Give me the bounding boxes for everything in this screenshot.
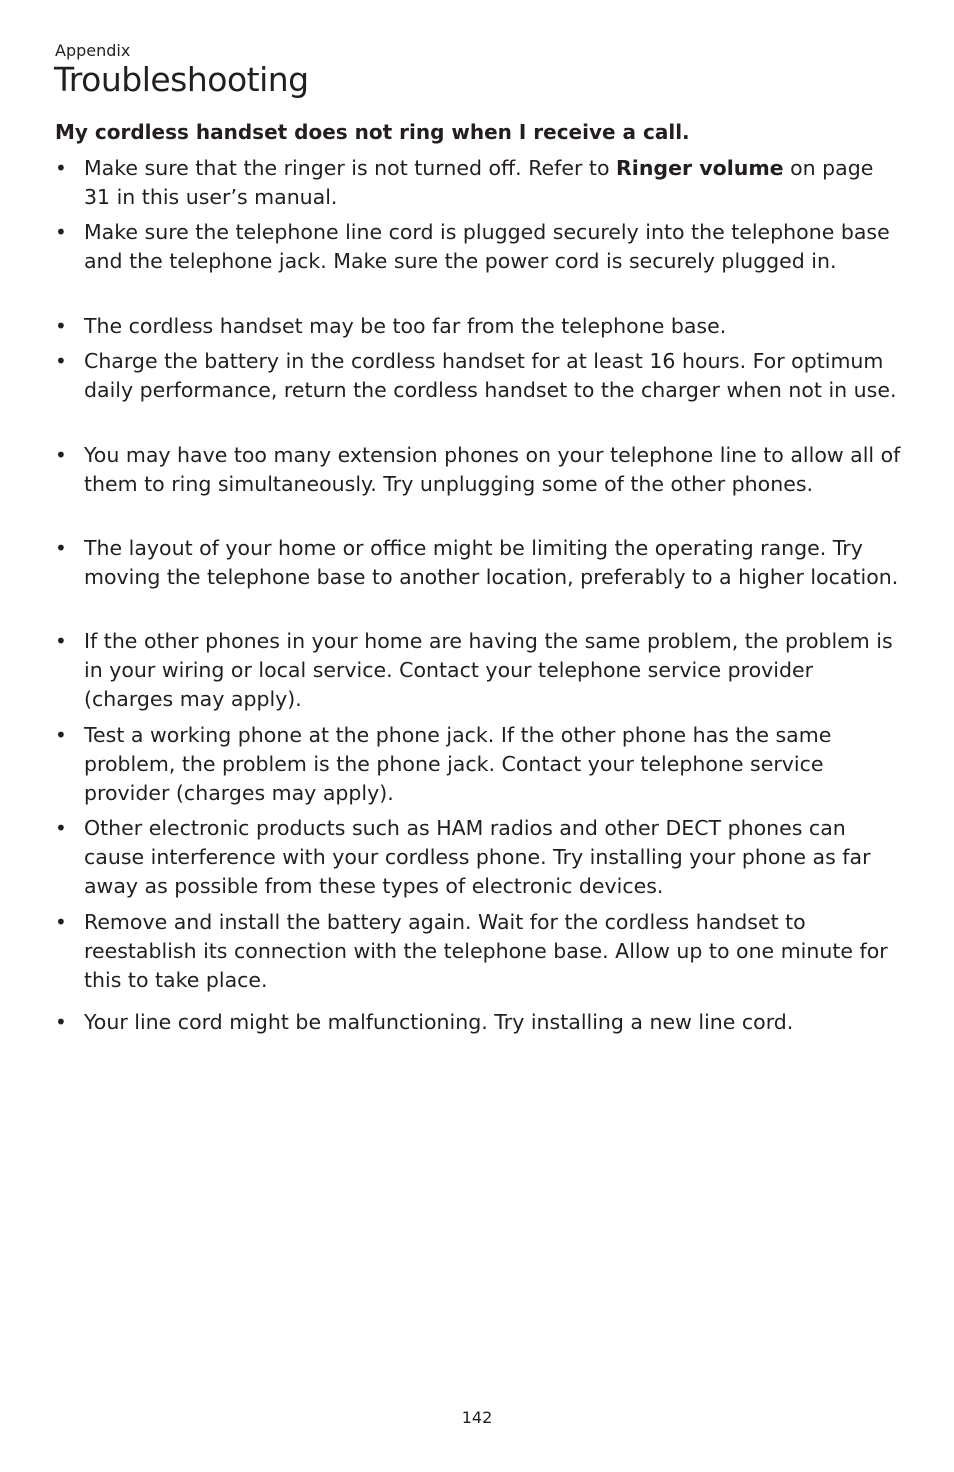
bullet-icon: • [55,536,67,560]
list-item-text [84,154,905,212]
page-title: Troubleshooting [54,60,309,99]
list-item-text-start: Make sure that the ringer is not turned off. Refer to [84,156,617,180]
list-item-text: You may have too many extension phones on your telephone line to allow all of them to ring simultaneously. Try unplugging some of the other phones. [84,443,901,496]
bullet-icon: • [55,629,67,653]
list-item-text: The cordless handset may be too far from the telephone base. [84,314,727,338]
bullet-icon: • [55,816,67,840]
bullet-icon: • [55,1010,67,1034]
list-item [55,627,905,714]
bullet-icon: • [55,220,67,244]
section-label: Appendix [55,41,131,60]
list-item-text: Charge the battery in the cordless handset for at least 16 hours. For optimum daily performance, return the cordless handset to the charger when not in use. [84,349,897,402]
list-item-text: Make sure the telephone line cord is plugged securely into the telephone base and the telephone jack. Make sure the power cord is securely plugged in. [84,220,890,273]
list-item-text-end: on page 31 in this user’s manual. [84,156,874,209]
list-item-text: Your line cord might be malfunctioning. Try installing a new line cord. [84,1010,794,1034]
list-item-text: Other electronic products such as HAM radios and other DECT phones can cause interference with your cordless phone. Try installing your phone as far away as possible from these types of electronic devices. [84,816,871,898]
list-item [55,908,905,995]
bullet-icon: • [55,349,67,373]
list-item [55,814,905,901]
list-item-text: Test a working phone at the phone jack. If the other phone has the same problem, the problem is the phone jack. Contact your telephone service provider (charges may apply). [84,723,832,805]
page-number: 142 [461,1408,493,1427]
list-item-text: The layout of your home or office might be limiting the operating range. Try moving the telephone base to another location, preferably to a higher location. [84,536,899,589]
list-item [55,347,905,405]
problem-heading: My cordless handset does not ring when I receive a call. [55,120,690,144]
list-item [55,1008,905,1037]
list-item [55,534,905,592]
list-item-text: If the other phones in your home are having the same problem, the problem is in your wiring or local service. Contact your telephone service provider (charges may apply). [84,629,893,711]
list-item [55,154,905,212]
bullet-icon: • [55,910,67,934]
list-item [55,218,905,276]
list-item [55,721,905,808]
list-item-text: Remove and install the battery again. Wait for the cordless handset to reestablish its connection with the telephone base. Allow up to one minute for this to take place. [84,910,888,992]
bullet-icon: • [55,314,67,338]
list-item [55,441,905,499]
bullet-icon: • [55,443,67,467]
bullet-icon: • [55,156,67,180]
bullet-icon: • [55,723,67,747]
list-item [55,312,905,341]
ringer-volume-reference: Ringer volume [616,156,784,180]
